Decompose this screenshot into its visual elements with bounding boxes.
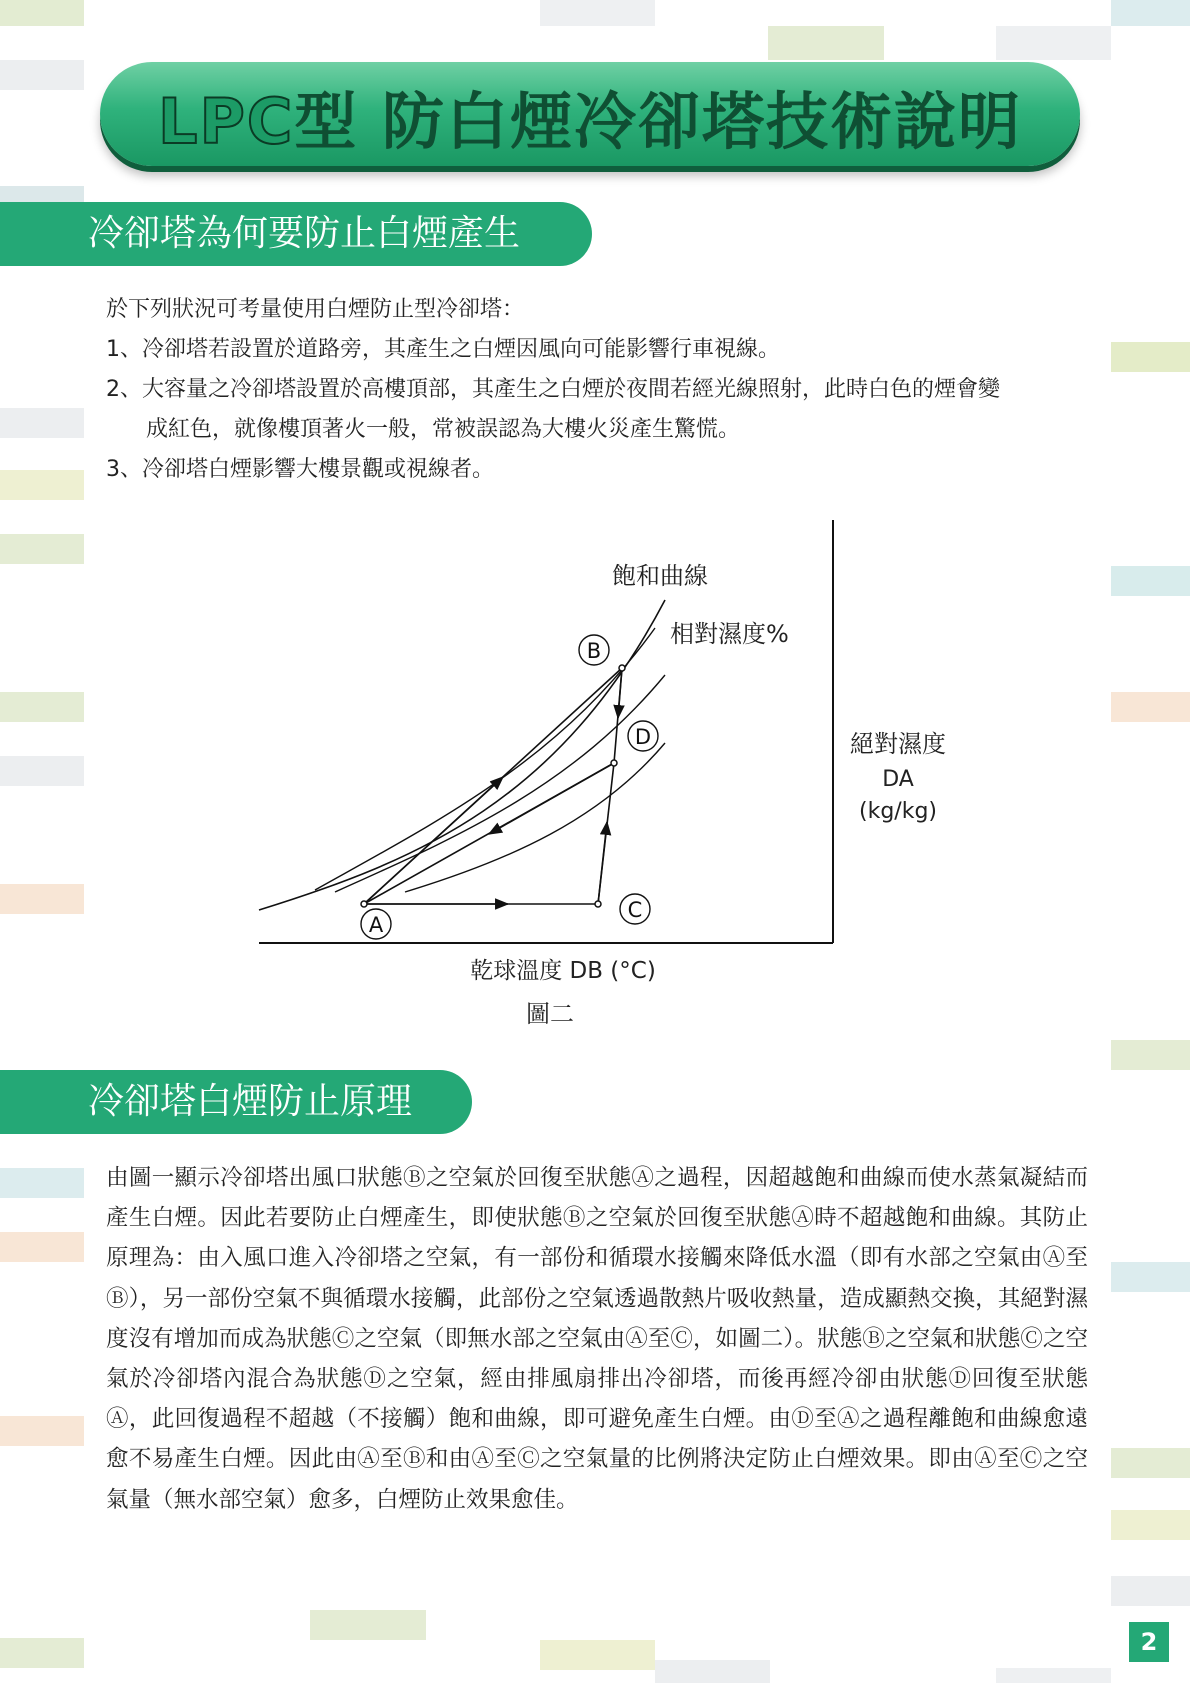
section-heading-principle bbox=[0, 1070, 472, 1134]
label-b: B bbox=[586, 639, 602, 663]
title-lpc: LPC bbox=[157, 85, 295, 158]
state-point-b bbox=[619, 665, 625, 671]
section1-intro: 於下列狀況可考量使用白煙防止型冷卻塔： bbox=[106, 297, 525, 322]
section1-item-2: 2、大容量之冷卻塔設置於高樓頂部，其產生之白煙於夜間若經光線照射，此時白色的煙會變 bbox=[106, 377, 1001, 402]
process-c-to-d-arrow bbox=[598, 822, 607, 904]
label-a: A bbox=[368, 913, 384, 937]
y-axis-label-1: 絕對濕度 bbox=[850, 730, 946, 758]
section1-item-2-cont: 成紅色，就像樓頂著火一般，常被誤認為大樓火災產生驚慌。 bbox=[146, 417, 741, 442]
state-point-a bbox=[361, 901, 367, 907]
section-heading-text: 冷卻塔白煙防止原理 bbox=[88, 1081, 413, 1122]
section2-body: 由圖一顯示冷卻塔出風口狀態Ⓑ之空氣於回復至狀態Ⓐ之過程，因超越飽和曲線而使水蒸氣凝結而產生白煙。因此若要防止白煙產生，即使狀態Ⓑ之空氣於回復至狀態Ⓐ時不超越飽和曲線。其防止原理為：由入風口進入冷卻塔之空氣，有一部份和循環水接觸來降低水溫（即有水部之空氣由Ⓐ至Ⓑ），另一部份空氣不與循環水接觸，此部份之空氣透過散熱片吸收熱量，造成顯熱交換，其絕對濕度沒有增加而成為狀態Ⓒ之空氣（即無水部之空氣由Ⓐ至Ⓒ，如圖二）。狀態Ⓑ之空氣和狀態Ⓒ之空氣於冷卻塔內混合為狀態Ⓓ之空氣，經由排風扇排出冷卻塔，而後再經冷卻由狀態Ⓓ回復至狀態Ⓐ，此回復過程不超越（不接觸）飽和曲線，即可避免產生白煙。由Ⓓ至Ⓐ之過程離飽和曲線愈遠愈不易產生白煙。因此由Ⓐ至Ⓑ和由Ⓐ至Ⓒ之空氣量的比例將決定防止白煙效果。即由Ⓐ至Ⓒ之空氣量（無水部空氣）愈多，白煙防止效果愈佳。 bbox=[106, 1165, 1088, 1513]
page-number: 2 bbox=[1129, 1622, 1169, 1662]
rh-curve-3 bbox=[405, 743, 665, 892]
process-a-to-b-arrow bbox=[364, 777, 503, 904]
y-axis-label-2: DA bbox=[882, 767, 914, 792]
section1-item-3: 3、冷卻塔白煙影響大樓景觀或視線者。 bbox=[106, 457, 494, 482]
title-rest: 型 防白煙冷卻塔技術說明 bbox=[294, 85, 1023, 158]
state-point-d bbox=[611, 760, 617, 766]
label-c: C bbox=[627, 898, 643, 922]
label-d: D bbox=[634, 725, 652, 749]
section1-item-1: 1、冷卻塔若設置於道路旁，其產生之白煙因風向可能影響行車視線。 bbox=[106, 337, 780, 362]
saturation-curve-label: 飽和曲線 bbox=[612, 562, 708, 590]
relative-humidity-label: 相對濕度% bbox=[670, 620, 789, 648]
x-axis-label: 乾球溫度 DB (°C) bbox=[470, 958, 656, 984]
rh-curve-2 bbox=[335, 675, 665, 892]
figure-caption: 圖二 bbox=[526, 1000, 574, 1028]
section-heading-text: 冷卻塔為何要防止白煙產生 bbox=[88, 213, 521, 254]
state-point-c bbox=[595, 901, 601, 907]
saturation-curve bbox=[259, 600, 665, 910]
y-axis-label-3: (kg/kg) bbox=[859, 799, 937, 824]
